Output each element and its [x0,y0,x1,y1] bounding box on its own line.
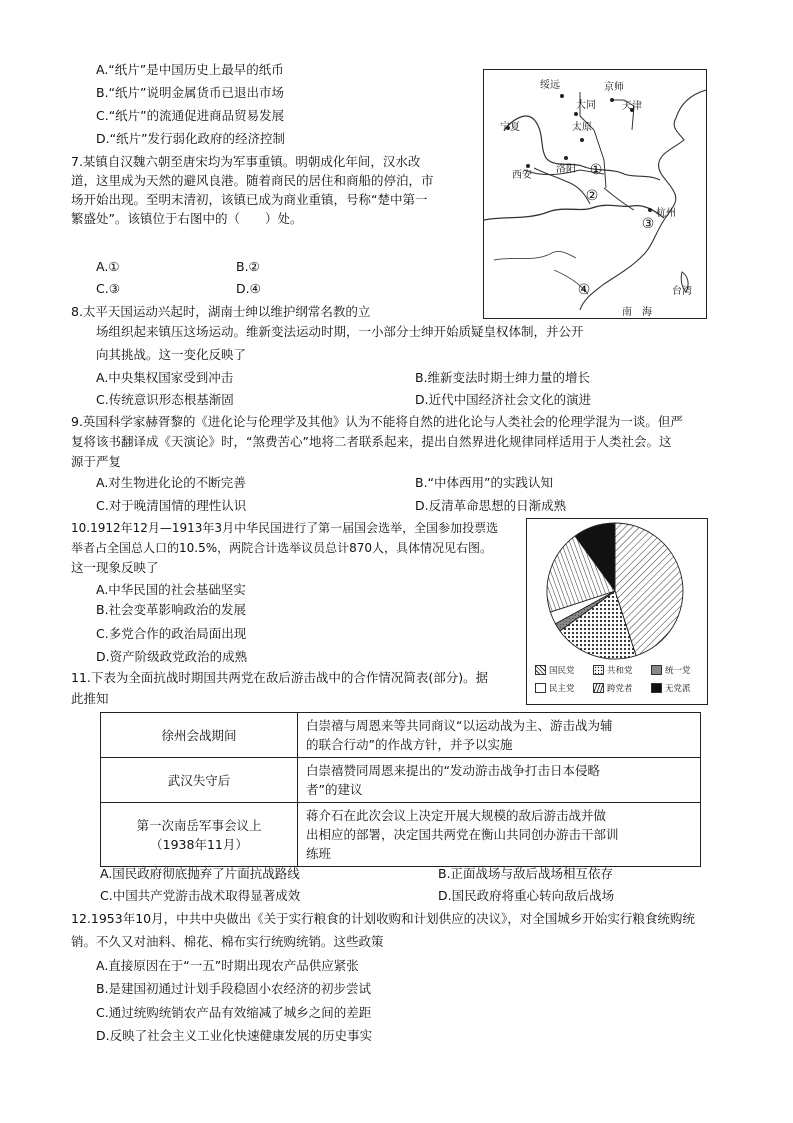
pie-chart-svg [527,519,707,664]
q8-option-a: A.中央集权国家受到冲击 [96,370,234,385]
q11-option-a: A.国民政府彻底抛弃了片面抗战路线 [100,866,300,881]
pie-chart [526,518,708,705]
q10-stem-line: 这一现象反映了 [71,560,159,575]
table-row [101,713,701,758]
map-label: 京师 [604,82,624,93]
map-label: 杭州 [656,208,676,219]
q9-stem-line: 9.英国科学家赫胥黎的《进化论与伦理学及其他》认为不能将自然的进化论与人类社会的伦理学混为一谈。但严 [71,414,683,429]
table-cell-event: 徐州会战期间 [101,713,298,758]
legend-item: 国民党 [535,664,575,676]
q6-option-c: C.“纸片”的流通促进商品贸易发展 [96,108,285,123]
cooperation-table [100,712,701,867]
q12-option-c: C.通过统购统销农产品有效缩减了城乡之间的差距 [96,1005,372,1020]
q9-option-a: A.对生物进化论的不断完善 [96,475,246,490]
q7-stem-line: 道，这里成为天然的避风良港。随着商民的居住和商船的停泊，市 [71,173,434,188]
q11-option-d: D.国民政府将重心转向敌后战场 [438,888,615,903]
q10-stem-line: 10.1912年12月—1913年3月中华民国进行了第一届国会选举，全国参加投票选 [71,521,499,535]
q12-option-b: B.是建国初通过计划手段稳固小农经济的初步尝试 [96,981,372,996]
legend-item: 统一党 [651,664,691,676]
legend-item: 共和党 [593,664,633,676]
q7-option-d: D.④ [236,281,261,296]
table-cell-content: 白崇禧与周恩来等共同商议“以运动战为主、游击战为辅 的联合行动”的作战方针，并予以实施 [298,713,701,758]
table-cell-content: 白崇禧赞同周恩来提出的“发动游击战争打击日本侵略 者”的建议 [298,758,701,803]
q9-option-c: C.对于晚清国情的理性认识 [96,498,247,513]
map-marker-1: ① [589,162,603,178]
map-label: 太原 [572,122,592,133]
table-cell-event: 第一次南岳军事会议上 （1938年11月） [101,803,298,867]
q9-option-d: D.反清革命思想的日渐成熟 [415,498,567,513]
q8-option-c: C.传统意识形态根基渐固 [96,392,234,407]
q8-stem-line: 向其挑战。这一变化反映了 [96,347,247,362]
map-label: 天津 [622,101,642,112]
table-cell-event: 武汉失守后 [101,758,298,803]
map-label: 南 [622,307,632,318]
q11-option-c: C.中国共产党游击战术取得显著成效 [100,888,301,903]
q11-stem-line: 11.下表为全面抗战时期国共两党在敌后游击战中的合作情况简表(部分)。据 [71,670,489,685]
table-cell-content: 蒋介石在此次会议上决定开展大规模的敌后游击战并做 出相应的部署，决定国共两党在衡山共同创办游击干部训 练班 [298,803,701,867]
q7-option-c: C.③ [96,281,120,296]
map-label: 大同 [576,100,596,111]
table-row [101,758,701,803]
q6-option-a: A.“纸片”是中国历史上最早的纸币 [96,62,284,77]
q7-option-b: B.② [236,259,260,274]
map-marker-2: ② [585,188,599,204]
map-marker-4: ④ [577,282,591,298]
map-label: 西安 [512,170,532,181]
q10-option-c: C.多党合作的政治局面出现 [96,626,247,641]
table-row [101,803,701,867]
q7-option-a: A.① [96,259,120,274]
q12-option-a: A.直接原因在于“一五”时期出现农产品供应紧张 [96,958,359,973]
q11-option-b: B.正面战场与敌后战场相互依存 [438,866,614,881]
q11-stem-line: 此推知 [71,691,109,706]
map-label: 绥远 [540,80,560,91]
q6-option-b: B.“纸片”说明金属货币已退出市场 [96,85,285,100]
map-label: 洛阳 [556,164,576,175]
q7-stem-line: 场开始出现。至明末清初，该镇已成为商业重镇，号称“楚中第一 [71,192,428,207]
map-label: 台湾 [672,286,692,297]
map-label: 海 [642,307,652,318]
q9-stem-line: 复将该书翻译成《天演论》时，“煞费苦心”地将二者联系起来，提出自然界进化规律同样适用于人类社会。这 [71,434,672,449]
map-label: 宁夏 [500,122,520,133]
q7-stem-line: 繁盛处”。该镇位于右图中的（ ）处。 [71,211,303,226]
q12-stem-line: 销。不久又对油料、棉花、棉布实行统购统销。这些政策 [71,934,384,949]
historical-map [483,69,707,319]
q8-stem-line: 场组织起来镇压这场运动。维新变法运动时期，一小部分士绅开始质疑皇权体制，并公开 [96,324,584,339]
legend-item: 民主党 [535,682,575,694]
q9-option-b: B.“中体西用”的实践认知 [415,475,554,490]
q12-option-d: D.反映了社会主义工业化快速健康发展的历史事实 [96,1028,373,1043]
q8-stem-line: 8.太平天国运动兴起时，湖南士绅以维护纲常名教的立 [71,304,371,319]
q6-option-d: D.“纸片”发行弱化政府的经济控制 [96,131,286,146]
q8-option-d: D.近代中国经济社会文化的演进 [415,392,592,407]
q9-stem-line: 源于严复 [71,454,122,469]
legend-item: 无党派 [651,682,691,694]
q10-option-a: A.中华民国的社会基础坚实 [96,582,246,597]
legend-item: 跨党者 [593,682,633,694]
q7-stem-line: 7.某镇自汉魏六朝至唐宋均为军事重镇。明朝成化年间，汉水改 [71,154,421,169]
q12-stem-line: 12.1953年10月，中共中央做出《关于实行粮食的计划收购和计划供应的决议》，对全国城乡开始实行粮食统购统 [71,911,695,926]
map-marker-3: ③ [641,216,655,232]
q10-option-d: D.资产阶级政党政治的成熟 [96,649,248,664]
q10-option-b: B.社会变革影响政治的发展 [96,602,247,617]
q10-stem-line: 举者占全国总人口的10.5%，两院合计选举议员总计870人，具体情况见右图。 [71,541,493,555]
q8-option-b: B.维新变法时期士绅力量的增长 [415,370,591,385]
